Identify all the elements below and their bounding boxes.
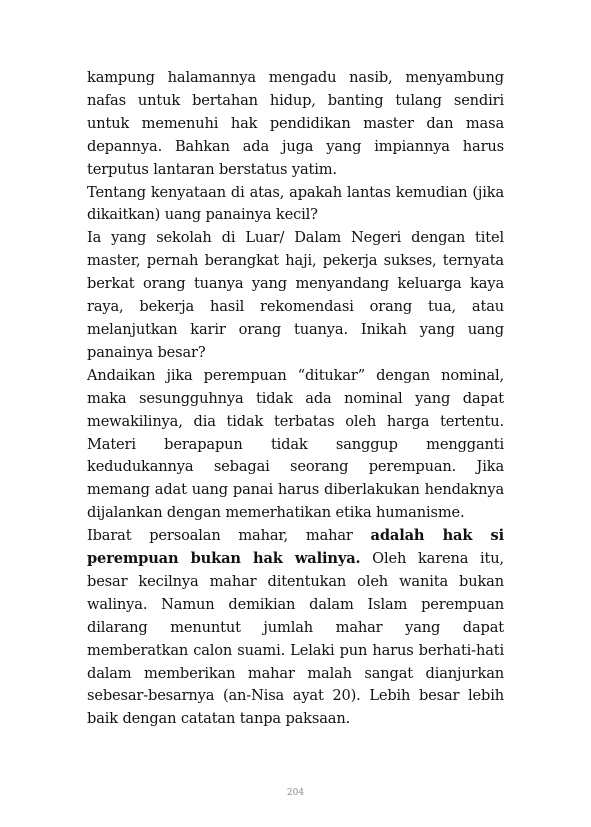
paragraph-5-intro: Ibarat persoalan mahar, mahar [87,527,371,545]
paragraph-3-text: Ia yang sekolah di Luar/ Dalam Negeri dengan titel master, pernah berangkat haji, pekerja sukses, ternyata berkat orang tuanya yang menyandang keluarga kaya raya, bekerja hasil rekomendasi orang tua, atau melanjutkan karir orang tuanya. Inikah yang uang panainya besar? [87,229,504,361]
paragraph-3 [87,227,504,364]
paragraph-1-text: kampung halamannya mengadu nasib, menyambung nafas untuk bertahan hidup, banting tulang sendiri untuk memenuhi hak pendidikan master dan masa depannya. Bahkan ada juga yang impiannya harus terputus lantaran berstatus yatim. [87,69,504,178]
paragraph-2-text: Tentang kenyataan di atas, apakah lantas kemudian (jika dikaitkan) uang panainya kecil? [87,183,504,224]
paragraph-5-rest: Oleh karena itu, besar kecilnya mahar ditentukan oleh wanita bukan walinya. Namun demikian dalam Islam perempuan dilarang menuntut jumlah mahar yang dapat memberatkan calon suami. Lelaki pun harus berhati-hati dalam memberikan mahar malah sangat dianjurkan sebesar-besarnya (an-Nisa ayat 20). Lebih besar lebih baik dengan catatan tanpa paksaan. [87,550,504,728]
paragraph-5 [87,525,504,731]
paragraph-5-emphasis: adalah hak si perempuan bukan hak walinya. [87,527,504,568]
paragraph-4 [87,365,504,525]
page-number: 204 [286,788,305,798]
paragraph-2 [87,182,504,228]
body-text [87,67,504,731]
paragraph-4-text: Andaikan jika perempuan “ditukar” dengan nominal, maka sesungguhnya tidak ada nominal yang dapat mewakilinya, dia tidak terbatas oleh harga tertentu. Materi berapapun tidak sanggup mengganti kedudukannya sebagai seorang perempuan. Jika memang adat uang panai harus diberlakukan hendaknya dijalankan dengan memerhatikan etika humanisme. [87,366,504,522]
paragraph-1 [87,67,504,182]
